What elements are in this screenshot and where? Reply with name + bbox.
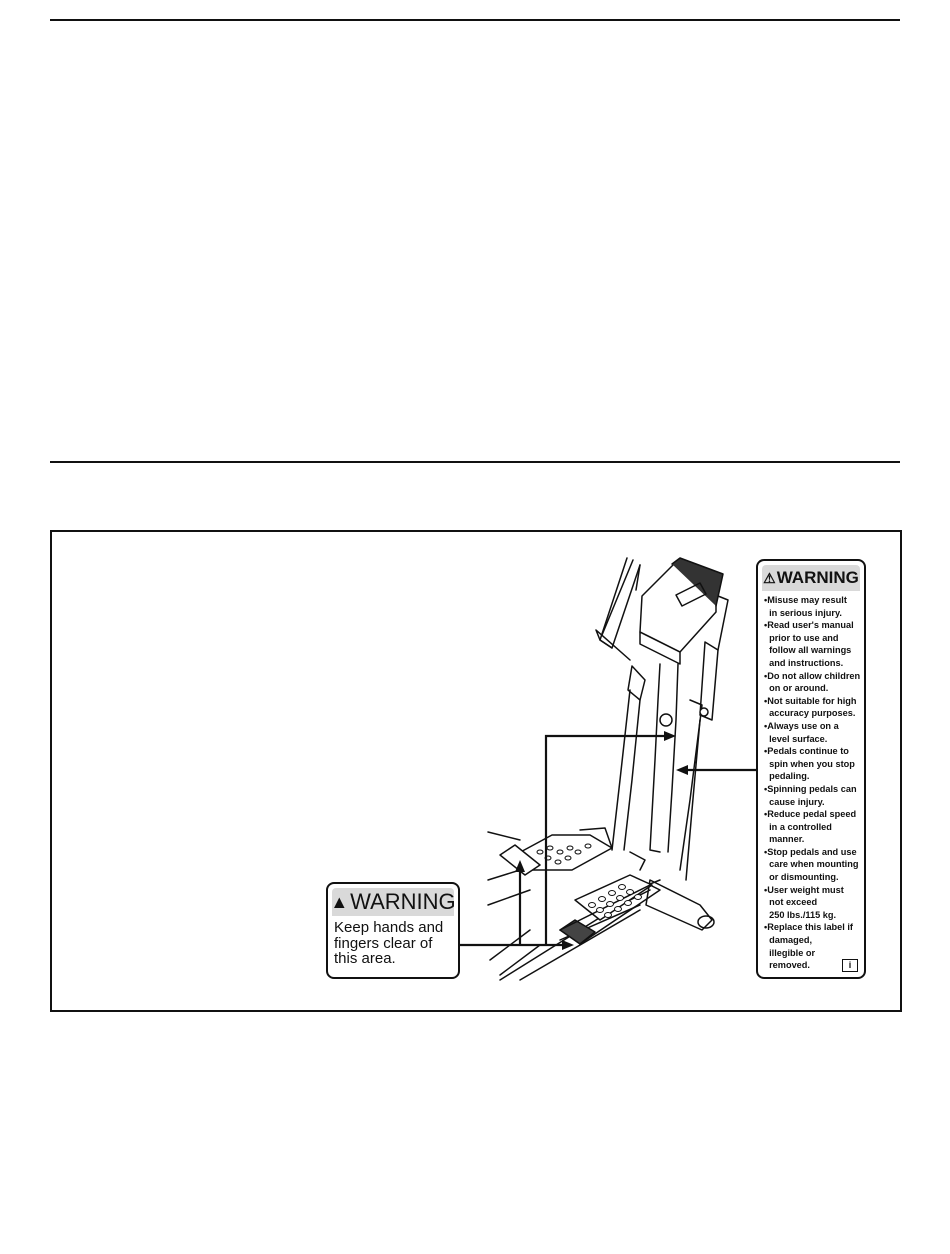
warning-item: pedaling. xyxy=(764,771,810,782)
warning-item: •Misuse may result xyxy=(764,595,847,605)
warning-label-main xyxy=(756,559,866,979)
warning-item: on or around. xyxy=(764,683,829,694)
warning-header xyxy=(762,565,860,591)
warning-item: •Not suitable for high xyxy=(764,695,857,706)
arrow-front-pedal xyxy=(562,940,574,950)
warning-item: not exceed xyxy=(764,897,818,908)
warning-item: •Reduce pedal speed xyxy=(764,809,857,820)
left-handlebar-upper xyxy=(600,558,640,648)
warning-item: accuracy purposes. xyxy=(764,708,856,719)
warning-item: in serious injury. xyxy=(764,607,842,618)
warning-text: Keep hands and fingers clear of this area. xyxy=(334,919,444,967)
warning-title: WARNING xyxy=(776,568,859,587)
warning-item: cause injury. xyxy=(764,796,825,807)
warning-header xyxy=(332,888,454,916)
warning-item: and instructions. xyxy=(764,657,844,668)
warning-item: •Do not allow children xyxy=(764,670,861,681)
warning-item: follow all warnings xyxy=(764,645,852,656)
warning-item: level surface. xyxy=(764,733,828,744)
warning-item: manner. xyxy=(764,834,805,845)
warning-item: care when mounting xyxy=(764,859,859,870)
warning-item: •User weight must xyxy=(764,884,844,895)
arrow-right-label xyxy=(676,765,688,775)
upright-front xyxy=(650,664,660,852)
warning-item: •Read user's manual xyxy=(764,620,854,631)
warning-item: •Stop pedals and use xyxy=(764,846,857,857)
warning-item: illegible or xyxy=(764,947,816,958)
right-arm xyxy=(680,700,702,870)
warning-list xyxy=(764,594,864,972)
warning-label-hands xyxy=(326,882,460,979)
warning-item: 250 lbs./115 kg. xyxy=(764,909,837,920)
book-info-icon: i xyxy=(842,959,858,972)
warning-item: •Spinning pedals can xyxy=(764,783,857,794)
warning-item: •Replace this label if xyxy=(764,922,853,933)
warning-triangle-icon: ▲ xyxy=(330,891,349,912)
warning-item: •Always use on a xyxy=(764,720,839,731)
warning-item: in a controlled xyxy=(764,821,832,832)
warning-item: spin when you stop xyxy=(764,758,855,769)
warning-item: prior to use and xyxy=(764,632,839,643)
warning-item: removed. xyxy=(764,960,810,971)
warning-item: damaged, xyxy=(764,935,812,946)
warning-item: or dismounting. xyxy=(764,872,839,883)
warning-triangle-icon: ⚠ xyxy=(763,569,776,586)
warning-item: •Pedals continue to xyxy=(764,746,849,757)
warning-title: WARNING xyxy=(350,889,456,914)
